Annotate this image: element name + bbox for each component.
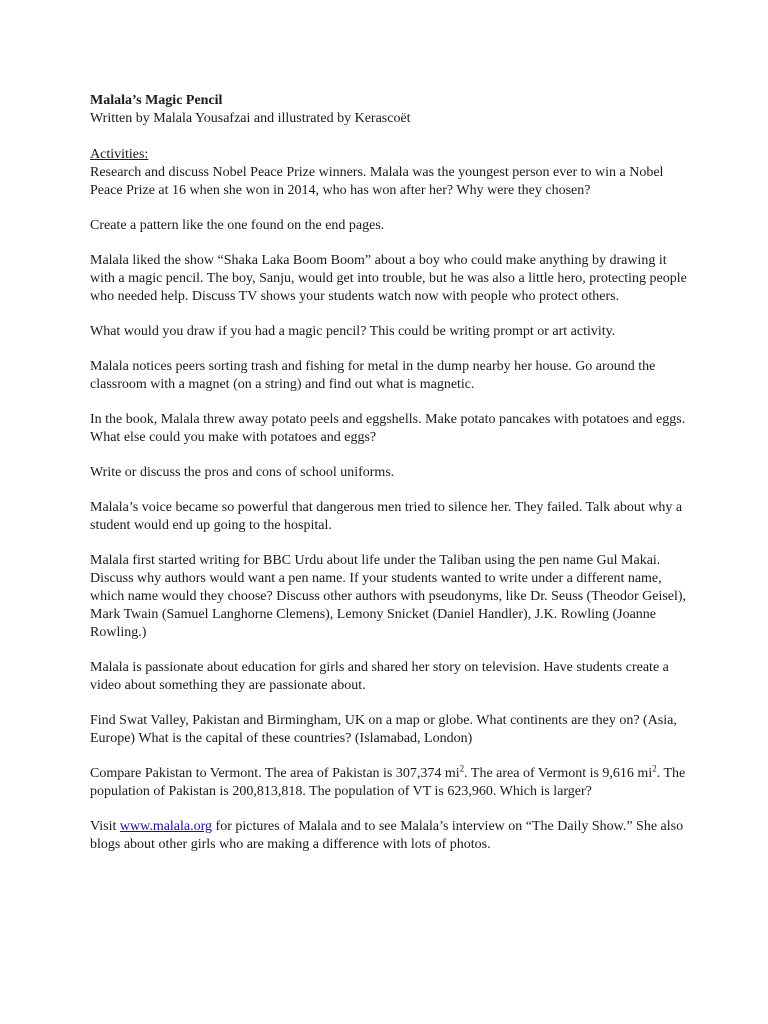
compare-text-3: . The population of Pakistan is 200,813,818. The population of VT is 623,960. Which is larger? — [90, 766, 686, 799]
activity-paragraph: Malala liked the show “Shaka Laka Boom Boom” about a boy who could make anything by drawing it with a magic pencil. The boy, Sanju, would get into trouble, but he was also a little hero, protecting people who needed help. Discuss TV shows your students watch now with people who protect others. — [90, 253, 687, 304]
activities-heading: Activities: — [90, 147, 149, 162]
activity-paragraph: Find Swat Valley, Pakistan and Birmingham, UK on a map or globe. What continents are they on? (Asia, Europe) What is the capital of these countries? (Islamabad, London) — [90, 713, 677, 746]
compare-text-2: . The area of Vermont is 9,616 mi — [464, 766, 653, 781]
activity-paragraph: What would you draw if you had a magic pencil? This could be writing prompt or art activity. — [90, 324, 616, 339]
activity-paragraph: In the book, Malala threw away potato peels and eggshells. Make potato pancakes with potatoes and eggs. What else could you make with potatoes and eggs? — [90, 412, 686, 445]
activity-paragraph: Write or discuss the pros and cons of school uniforms. — [90, 465, 395, 480]
visit-paragraph — [90, 818, 690, 854]
activity-paragraph: Create a pattern like the one found on the end pages. — [90, 218, 385, 233]
document-byline: Written by Malala Yousafzai and illustrated by Kerascoët — [90, 111, 411, 126]
activity-paragraph: Malala is passionate about education for girls and shared her story on television. Have students create a video about something they are passionate about. — [90, 660, 669, 693]
document-page — [90, 92, 690, 871]
activity-paragraph: Research and discuss Nobel Peace Prize winners. Malala was the youngest person ever to win a Nobel Peace Prize at 16 when she won in 2014, who has won after her? Why were they chosen? — [90, 165, 664, 198]
visit-text-before: Visit — [90, 819, 120, 834]
squared-superscript: 2 — [459, 763, 465, 774]
visit-text-after: for pictures of Malala and to see Malala’s interview on “The Daily Show.” She also blogs about other girls who are making a difference with lots of photos. — [90, 819, 684, 852]
squared-superscript: 2 — [652, 763, 657, 774]
compare-paragraph — [90, 765, 690, 801]
document-title: Malala’s Magic Pencil — [90, 93, 223, 108]
compare-text-1: Compare Pakistan to Vermont. The area of Pakistan is 307,374 mi — [90, 766, 460, 781]
activity-paragraph: Malala’s voice became so powerful that dangerous men tried to silence her. They failed. Talk about why a student would end up going to the hospital. — [90, 500, 683, 533]
activity-paragraph: Malala first started writing for BBC Urdu about life under the Taliban using the pen name Gul Makai. Discuss why authors would want a pen name. If your students wanted to write under a different name, which name would they choose? Discuss other authors with pseudonyms, like Dr. Seuss (Theodor Geisel), Mark Twain (Samuel Langhorne Clemens), Lemony Snicket (Daniel Handler), J.K. Rowling (Joanne Rowling.) — [90, 553, 687, 640]
malala-website-link[interactable]: www.malala.org — [119, 819, 213, 834]
activity-paragraph: Malala notices peers sorting trash and fishing for metal in the dump nearby her house. Go around the classroom with a magnet (on a string) and find out what is magnetic. — [90, 359, 656, 392]
